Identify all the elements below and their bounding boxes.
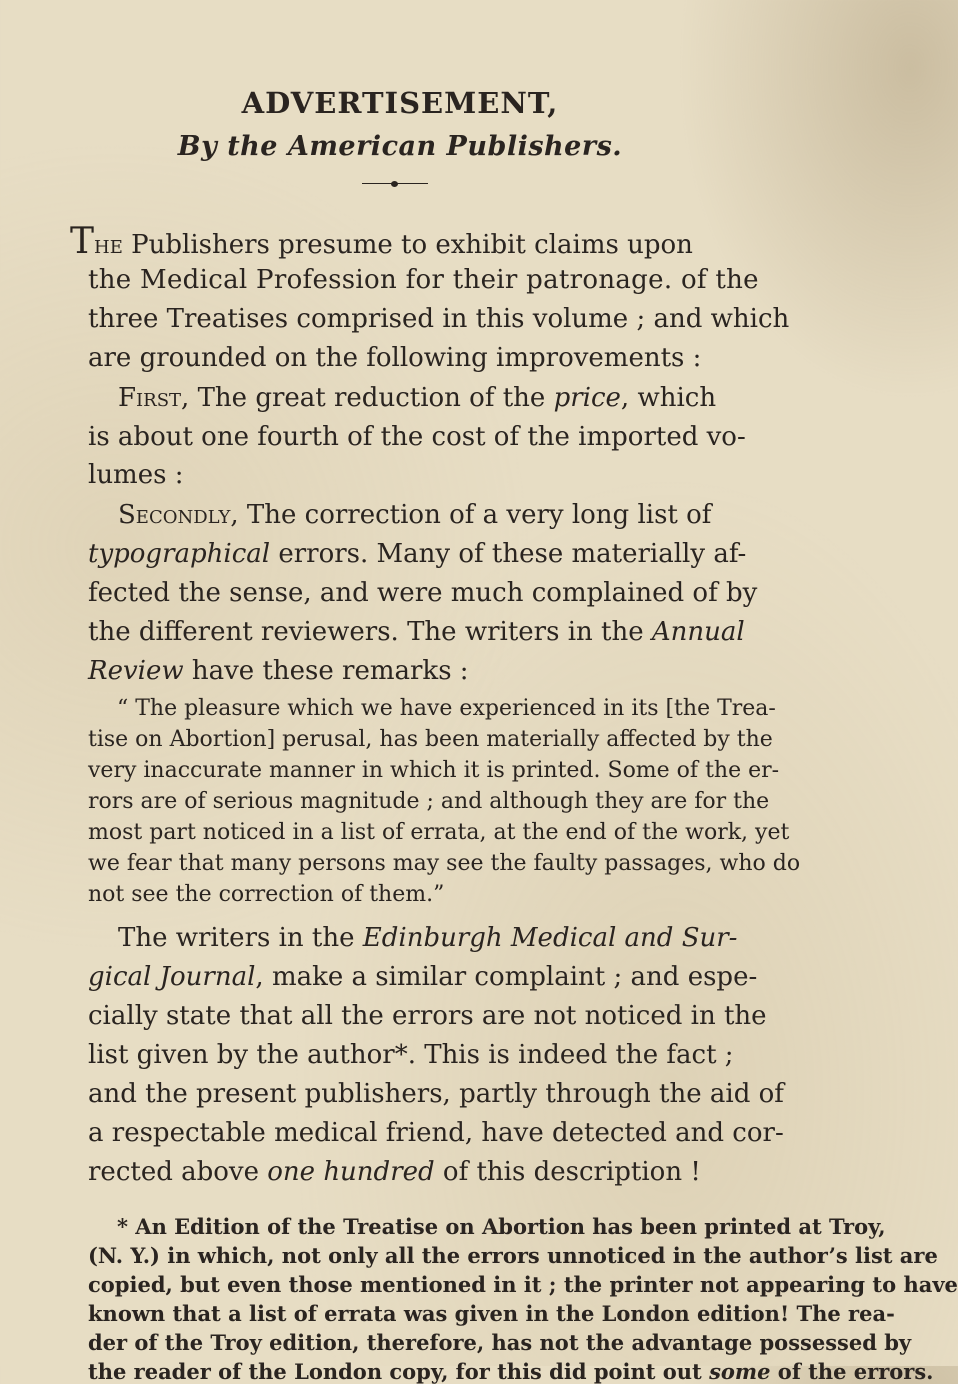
paragraph-1-line: three Treatises comprised in this volume ; and which (88, 304, 790, 334)
paragraph-1-line: The Publishers presume to exhibit claims upon (70, 221, 693, 262)
paragraph-1-line: the Medical Profession for their patronage. of the (88, 265, 759, 295)
paragraph-2-line: First, The great reduction of the price, which (118, 383, 717, 413)
footnote-line: known that a list of errata was given in the London edition! The rea- (88, 1301, 895, 1326)
quote-line: most part noticed in a list of errata, at the end of the work, yet (88, 820, 790, 845)
paragraph-1-line: are grounded on the following improvements : (88, 343, 702, 373)
page-subtitle: By the American Publishers. (177, 131, 623, 162)
quote-line: not see the correction of them.” (88, 882, 445, 907)
paragraph-3-line: typographical errors. Many of these materially af- (88, 539, 747, 569)
footnote-line: (N. Y.) in which, not only all the errors unnoticed in the author’s list are (88, 1243, 938, 1268)
page-title: ADVERTISEMENT, (241, 86, 559, 120)
footnote-line: copied, but even those mentioned in it ; the printer not appearing to have (88, 1272, 958, 1297)
paragraph-3-line: the different reviewers. The writers in the Annual (88, 617, 745, 647)
quote-line: we fear that many persons may see the faulty passages, who do (88, 851, 801, 876)
footnote-line: der of the Troy edition, therefore, has not the advantage possessed by (88, 1330, 912, 1355)
paragraph-3-line: Secondly, The correction of a very long list of (118, 500, 712, 530)
quote-line: tise on Abortion] perusal, has been materially affected by the (88, 727, 773, 752)
paragraph-3-line: fected the sense, and were much complained of by (88, 578, 758, 608)
paragraph-4-line: rected above one hundred of this description ! (88, 1157, 701, 1187)
footnote-line: the reader of the London copy, for this did point out some of the errors. (88, 1359, 934, 1384)
paragraph-2-line: is about one fourth of the cost of the imported vo- (88, 422, 746, 452)
paragraph-4-line: cially state that all the errors are not noticed in the (88, 1001, 767, 1031)
paragraph-4-line: gical Journal, make a similar complaint ; and espe- (88, 962, 758, 992)
paragraph-4-line: list given by the author*. This is indeed the fact ; (88, 1040, 734, 1070)
paragraph-4-line: a respectable medical friend, have detected and cor- (88, 1118, 784, 1148)
paragraph-4-line: The writers in the Edinburgh Medical and Sur- (118, 923, 738, 953)
footnote-line: * An Edition of the Treatise on Abortion has been printed at Troy, (117, 1214, 886, 1239)
paragraph-3-line: Review have these remarks : (88, 656, 469, 686)
quote-line: rors are of serious magnitude ; and although they are for the (88, 789, 770, 814)
ornamental-rule (362, 182, 428, 186)
quote-line: “ The pleasure which we have experienced in its [the Trea- (117, 696, 776, 721)
paragraph-2-line: lumes : (88, 460, 184, 490)
quote-line: very inaccurate manner in which it is printed. Some of the er- (88, 758, 780, 783)
paragraph-4-line: and the present publishers, partly through the aid of (88, 1079, 784, 1109)
